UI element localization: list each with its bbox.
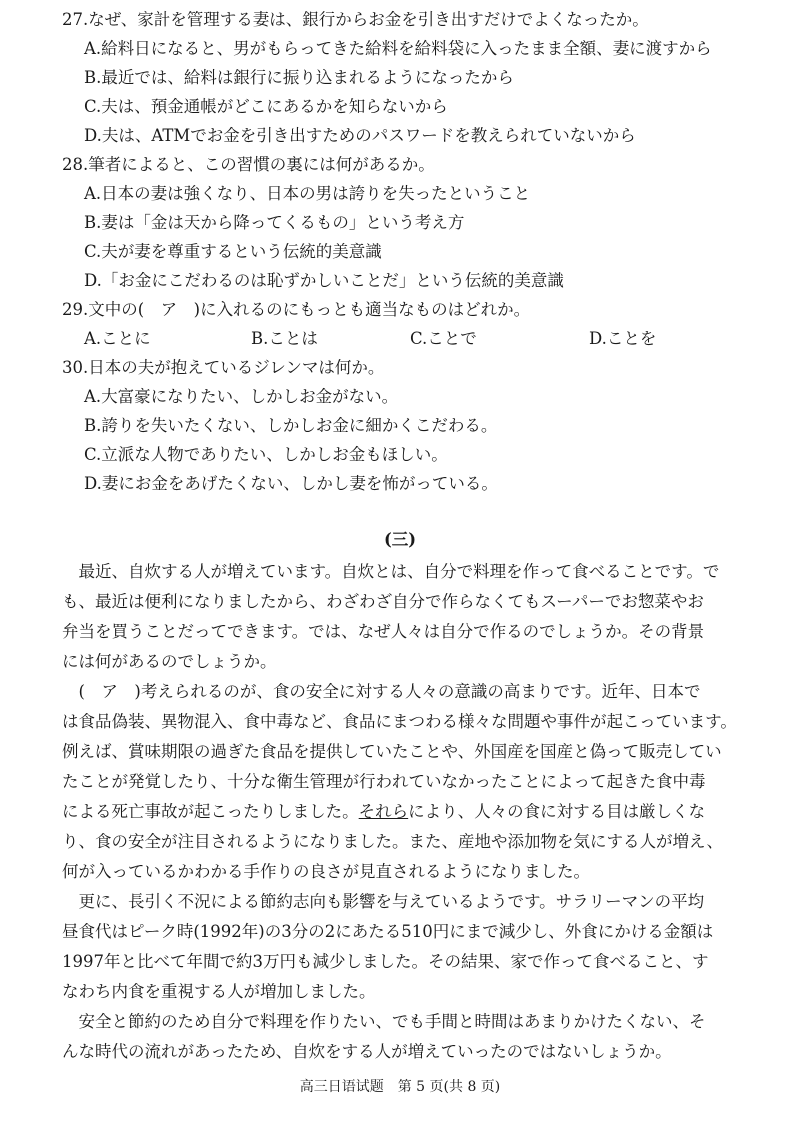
page-footer: 高三日语试题 第 5 页(共 8 页) [299,1079,501,1095]
passage-p4-line-1: 安全と節約のため自分で料理を作りたい、でも手間と時間はあまりかけたくない、そ [62,1012,706,1031]
passage-p4-line-2: んな時代の流れがあったため、自炊をする人が増えていったのではないしょうか。 [62,1042,672,1061]
question-28-option-b: B.妻は「金は天から降ってくるもの」という考え方 [84,213,465,232]
question-30-option-a: A.大富豪になりたい、しかしお金がない。 [84,387,399,406]
question-27-stem: 27.なぜ、家計を管理する妻は、銀行からお金を引き出すだけでよくなったか。 [62,10,649,29]
question-28-stem: 28.筆者によると、この習慣の裏には何があるか。 [62,155,435,174]
passage-p1-line-4: には何があるのでしょうか。 [62,652,277,671]
question-27-option-a: A.給料日になると、男がもらってきた給料を給料袋に入ったまま全額、妻に渡すから [84,39,712,58]
passage-p3-line-2: 昼食代はピーク時(1992年)の3分の2にあたる510円にまで減少し、外食にかける金額は [62,922,714,941]
question-27-option-d: D.夫は、ATMでお金を引き出すためのパスワードを教えられていないから [84,126,636,145]
passage-p2-line-5-rest: により、人々の食に対する目は厳しくな [408,802,706,821]
passage-p2-line-5 [62,802,705,822]
question-27-option-b: B.最近では、給料は銀行に振り込まれるようになったから [84,68,514,87]
question-30-stem: 30.日本の夫が抱えているジレンマは何か。 [62,358,385,377]
passage-p1-line-1: 最近、自炊する人が増えています。自炊とは、自分で料理を作って食べることです。で [62,562,720,581]
question-28-option-d: D.「お金にこだわるのは恥ずかしいことだ」という伝統的美意識 [84,271,564,290]
passage-p2-line-5-start: による死亡事故が起こったりしました。 [62,802,359,821]
passage-p1-line-3: 弁当を買うことだってできます。では、なぜ人々は自分で作るのでしょうか。その背景 [62,622,705,641]
passage-p2-line-7: 何が入っているかわかる手作りの良さが見直されるようになりました。 [62,862,590,881]
passage-p3-line-4: なわち内食を重視する人が増加しました。 [62,982,376,1001]
passage-p2-line-2: は食品偽装、異物混入、食中毒など、食品にまつわる様々な問題や事件が起こっています。 [62,712,737,731]
question-29-option-b: B.ことは [251,329,318,348]
passage-p1-line-2: も、最近は便利になりましたから、わざわざ自分で作らなくてもスーパーでお惣菜やお [62,592,704,611]
passage-p2-line-4: たことが発覚したり、十分な衛生管理が行われていなかったことによって起きた食中毒 [62,772,706,791]
passage-p2-line-1: ( ア )考えられるのが、食の安全に対する人々の意識の高まりです。近年、日本で [62,682,701,701]
passage-p3-line-3: 1997年と比べて年間で約3万円も減少しました。その結果、家で作って食べること、す [62,952,709,971]
question-30-option-b: B.誇りを失いたくない、しかしお金に細かくこだわる。 [84,416,498,435]
passage-p2-line-3: 例えば、賞味期限の過ぎた食品を提供していたことや、外国産を国産と偽って販売してい [62,742,722,761]
question-30-option-c: C.立派な人物でありたい、しかしお金もほしい。 [84,445,448,464]
question-29-option-d: D.ことを [589,329,657,348]
question-28-option-c: C.夫が妻を尊重するという伝統的美意識 [84,242,382,261]
question-27-option-c: C.夫は、預金通帳がどこにあるかを知らないから [84,97,448,116]
passage-p3-line-1: 更に、長引く不況による節約志向も影響を与えているようです。サラリーマンの平均 [62,892,705,911]
question-30-option-d: D.妻にお金をあげたくない、しかし妻を怖がっている。 [84,474,498,493]
question-28-option-a: A.日本の妻は強くなり、日本の男は誇りを失ったということ [84,184,531,203]
question-29-option-c: C.ことで [410,329,477,348]
question-29-stem: 29.文中の( ア )に入れるのにもっとも適当なものはどれか。 [62,300,531,319]
section-title: (三) [383,530,417,549]
underlined-phrase: それら [358,802,409,821]
passage-p2-line-6: り、食の安全が注目されるようになりました。また、産地や添加物を気にする人が増え、 [62,832,723,851]
question-29-option-a: A.ことに [84,329,151,348]
